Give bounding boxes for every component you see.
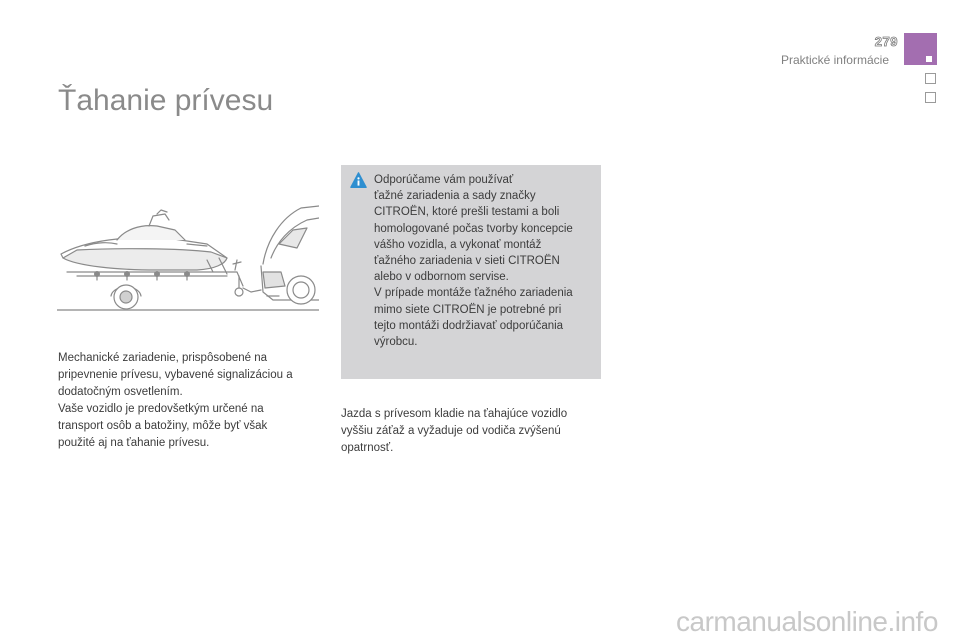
car-towing-jetski-trailer-illustration (57, 200, 319, 318)
info-box-text: Odporúčame vám používať ťažné zariadenia a sady značky CITROËN, ktoré prešli testami a boli homologované počas tvorby koncepcie vášho vozidla, a vykonať montáž ťažného zariadenia v sieti CITROËN alebo v odbornom servise. V prípade montáže ťažného zariadenia mimo siete CITROËN je potrebné pri tejto montáži dodržiavať odporúčania výrobcu. (374, 174, 573, 349)
right-column-paragraph: Jazda s prívesom kladie na ťahajúce vozidlo vyššiu záťaž a vyžaduje od vodiča zvýšenú opatrnosť. (341, 408, 568, 454)
chapter-tab-box (925, 73, 936, 84)
info-icon (350, 172, 367, 189)
chapter-tab-box (925, 92, 936, 103)
chapter-tab-marker (926, 56, 932, 62)
section-title: Praktické informácie (780, 53, 889, 67)
chapter-tab-active (904, 33, 937, 65)
page-number: 279 (874, 34, 898, 49)
watermark: carmanualsonline.info (676, 606, 938, 637)
page-heading: Ťahanie prívesu (58, 84, 274, 117)
left-column-paragraph: Mechanické zariadenie, prispôsobené na pripevnenie prívesu, vybavené signalizáciou a dodatočným osvetlením. Vaše vozidlo je predovšetkým určené na transport osôb a batožiny, môže byť však použité aj na ťahanie prívesu. (58, 352, 293, 449)
